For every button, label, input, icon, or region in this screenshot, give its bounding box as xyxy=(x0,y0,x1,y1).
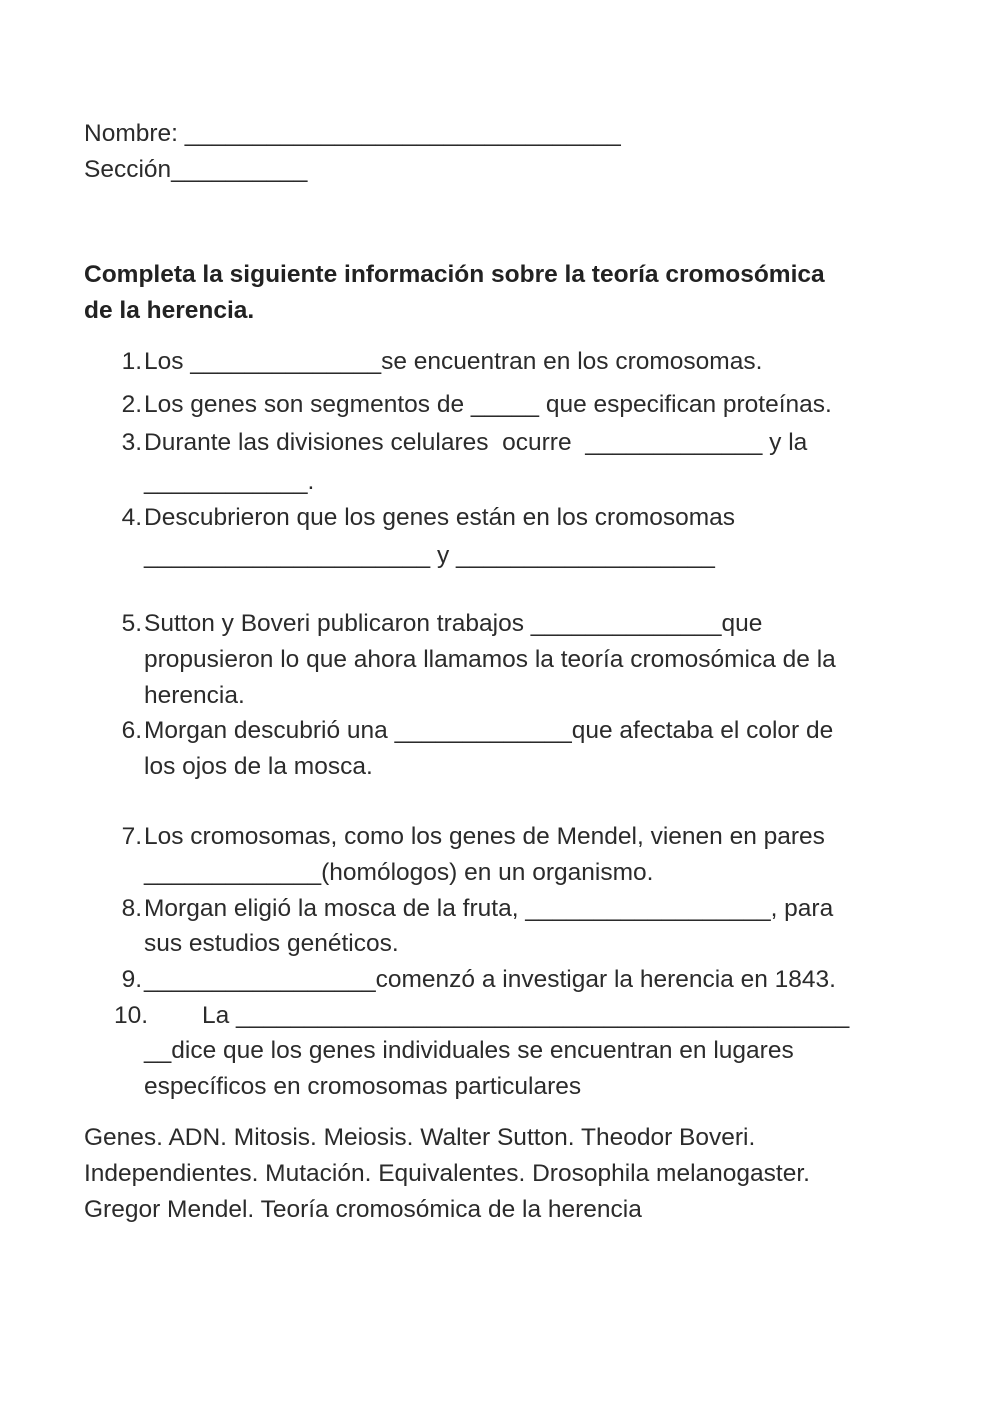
question-1-number: 1. xyxy=(121,348,142,375)
question-6-text-2: los ojos de la mosca. xyxy=(144,753,373,780)
question-1-text: Los ______________se encuentran en los cromosomas. xyxy=(144,348,763,375)
name-field-line: Nombre: ________________________________ xyxy=(84,120,621,147)
section-field-line: Sección__________ xyxy=(84,156,308,183)
question-4-number: 4. xyxy=(121,504,142,531)
question-6-text-1: Morgan descubrió una _____________que afectaba el color de xyxy=(144,717,834,744)
question-2-number: 2. xyxy=(121,391,142,418)
question-3-text-2: ____________. xyxy=(144,468,315,495)
question-3-text-1: Durante las divisiones celulares ocurre _____________ y la xyxy=(144,429,808,456)
question-4-text-1: Descubrieron que los genes están en los cromosomas xyxy=(144,504,736,531)
question-8-text-2: sus estudios genéticos. xyxy=(144,930,399,957)
question-7-text-1: Los cromosomas, como los genes de Mendel, vienen en pares xyxy=(144,823,825,850)
question-10-number: 10. xyxy=(114,1002,149,1029)
question-5-text-2: propusieron lo que ahora llamamos la teoría cromosómica de la xyxy=(144,646,836,673)
question-8-number: 8. xyxy=(121,895,142,922)
question-3-number: 3. xyxy=(121,429,142,456)
question-5-number: 5. xyxy=(121,610,142,637)
word-bank-line-3: Gregor Mendel. Teoría cromosómica de la herencia xyxy=(84,1196,642,1223)
question-9-number: 9. xyxy=(121,966,142,993)
question-6-number: 6. xyxy=(121,717,142,744)
instructions-line-2: de la herencia. xyxy=(84,297,255,324)
question-10-text-2: __dice que los genes individuales se encuentran en lugares xyxy=(144,1037,794,1064)
question-10-text-1: La _____________________________________________ xyxy=(202,1002,850,1029)
instructions-line-1: Completa la siguiente información sobre la teoría cromosómica xyxy=(84,261,825,288)
question-4-text-2: _____________________ y ___________________ xyxy=(144,542,715,569)
word-bank-line-1: Genes. ADN. Mitosis. Meiosis. Walter Sutton. Theodor Boveri. xyxy=(84,1124,756,1151)
question-8-text-1: Morgan eligió la mosca de la fruta, __________________, para xyxy=(144,895,834,922)
question-9-text: _________________comenzó a investigar la herencia en 1843. xyxy=(144,966,836,993)
question-2-text: Los genes son segmentos de _____ que especifican proteínas. xyxy=(144,391,832,418)
question-7-text-2: _____________(homólogos) en un organismo. xyxy=(144,859,654,886)
word-bank-line-2: Independientes. Mutación. Equivalentes. Drosophila melanogaster. xyxy=(84,1160,810,1187)
question-5-text-1: Sutton y Boveri publicaron trabajos ______________que xyxy=(144,610,763,637)
question-10-text-3: específicos en cromosomas particulares xyxy=(144,1073,582,1100)
question-5-text-3: herencia. xyxy=(144,682,245,709)
question-7-number: 7. xyxy=(121,823,142,850)
